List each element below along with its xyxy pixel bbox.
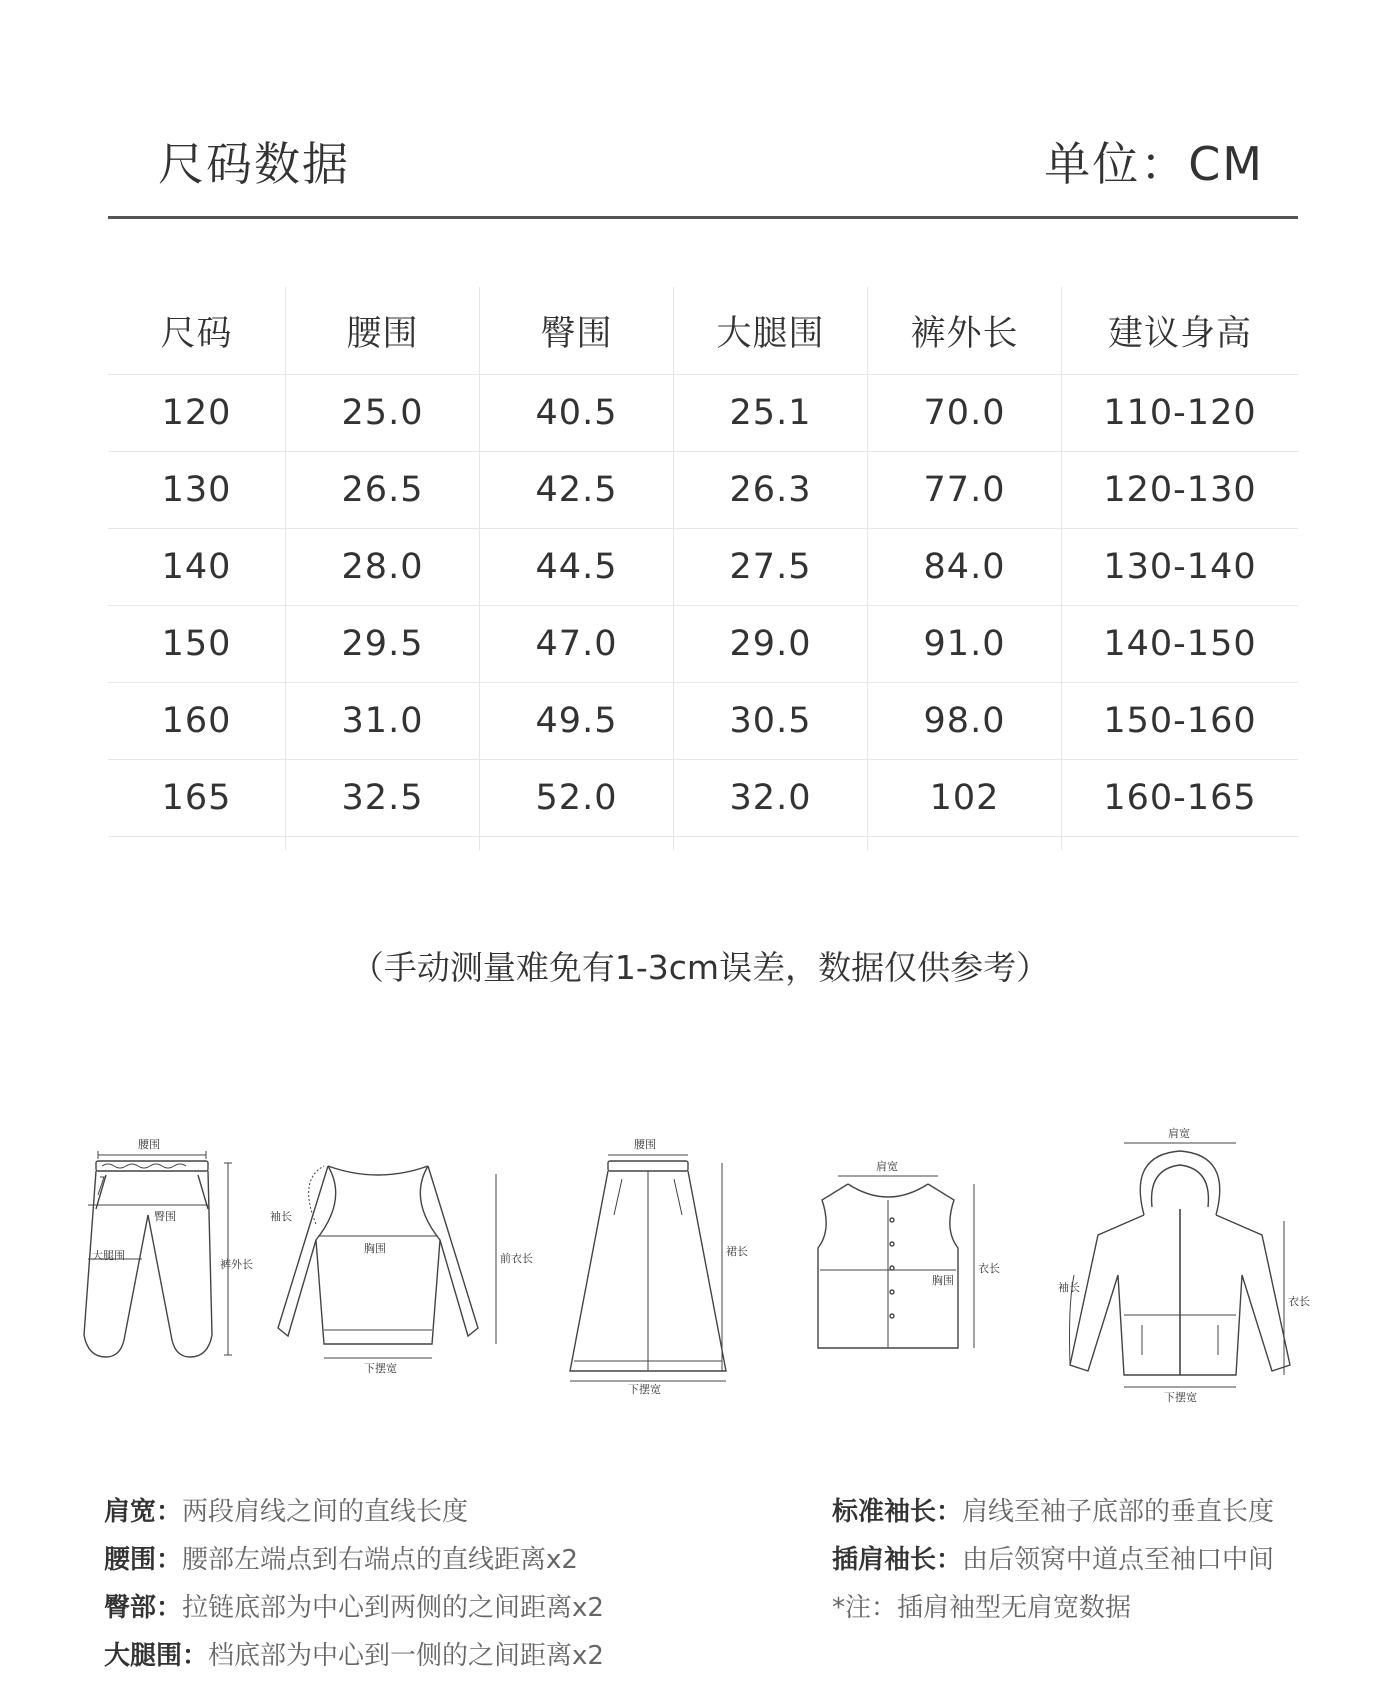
table-cell: 44.5 [479,529,673,605]
table-cell: 25.0 [285,375,479,451]
legend-item [832,1536,1274,1584]
table-cell: 26.3 [673,452,867,528]
table-cell: 160-165 [1061,760,1298,836]
table-cell: 120 [161,393,232,433]
jacket-sleeve-label: 袖长 [1058,1281,1080,1294]
legend-value: 两段肩线之间的直线长度 [182,1497,469,1527]
legend-item [104,1584,604,1632]
header-cell: 腰围 [285,287,479,374]
legend-value: 档底部为中心到一侧的之间距离x2 [208,1641,604,1671]
legend-footnote: *注：插肩袖型无肩宽数据 [832,1593,1132,1623]
table-row [108,760,1298,837]
legend-right [832,1488,1274,1632]
table-row [108,606,1298,683]
table-divider [867,836,868,850]
vest-diagram [808,1160,1008,1360]
vest-shoulder-label: 肩宽 [876,1160,898,1173]
table-cell: 28.0 [285,529,479,605]
table-cell: 30.5 [673,683,867,759]
legend-value: 由后领窝中道点至袖口中间 [962,1545,1275,1575]
table-cell: 160 [161,701,232,741]
table-cell: 150 [161,624,232,664]
jacket-diagram [1048,1125,1310,1415]
table-cell: 52.0 [479,760,673,836]
pants-length-label: 裤外长 [220,1258,253,1271]
legend-item [832,1584,1274,1632]
table-cell: 140-150 [1061,606,1298,682]
header-cell: 裤外长 [867,287,1061,374]
table-cell: 110-120 [1061,375,1298,451]
legend-key: 腰围： [104,1545,183,1575]
table-divider [1061,836,1062,850]
skirt-waist-label: 腰围 [634,1138,656,1151]
table-cell: 70.0 [867,375,1061,451]
table-divider [673,836,674,850]
legend-key: 大腿围： [104,1641,209,1671]
table-row [108,683,1298,760]
table-cell: 130-140 [1061,529,1298,605]
title-divider [108,216,1298,219]
sweater-front-length-label: 前衣长 [500,1252,533,1265]
sweater-hem-label: 下摆宽 [364,1362,397,1375]
table-header-row [108,287,1298,375]
sweater-chest-label: 胸围 [364,1242,386,1255]
table-cell: 102 [867,760,1061,836]
pants-waist-label: 腰围 [138,1138,160,1151]
header-cell: 尺码 [160,313,233,354]
legend-value: 腰部左端点到右端点的直线距离x2 [182,1545,578,1575]
legend-item [104,1488,604,1536]
pants-hip-label: 臀围 [154,1210,176,1223]
legend-key: 标准袖长： [832,1497,963,1527]
size-table [108,287,1298,837]
table-cell: 40.5 [479,375,673,451]
vest-length-label: 衣长 [978,1262,1000,1275]
table-cell: 32.0 [673,760,867,836]
legend-key: 肩宽： [104,1497,183,1527]
legend-key: 插肩袖长： [832,1545,963,1575]
table-cell: 27.5 [673,529,867,605]
table-row [108,452,1298,529]
table-cell: 42.5 [479,452,673,528]
legend-item [104,1632,604,1680]
page-title: 尺码数据 [158,137,350,191]
jacket-shoulder-label: 肩宽 [1168,1127,1190,1140]
table-cell: 98.0 [867,683,1061,759]
header-cell: 臀围 [479,287,673,374]
table-cell: 32.5 [285,760,479,836]
table-cell: 29.5 [285,606,479,682]
vest-chest-label: 胸围 [932,1274,954,1287]
legend-left [104,1488,604,1680]
jacket-hem-label: 下摆宽 [1164,1391,1197,1404]
skirt-diagram [560,1135,760,1395]
header-cell: 建议身高 [1061,287,1298,374]
unit-label: 单位：CM [1044,137,1264,191]
sweater-diagram [268,1160,533,1380]
table-cell: 120-130 [1061,452,1298,528]
sweater-sleeve-label: 袖长 [270,1210,292,1223]
legend-value: 拉链底部为中心到两侧的之间距离x2 [182,1593,604,1623]
measurement-note: （手动测量难免有1-3cm误差，数据仅供参考） [350,948,1050,987]
table-cell: 49.5 [479,683,673,759]
legend-item [104,1536,604,1584]
table-divider [479,836,480,850]
table-cell: 165 [161,778,232,818]
table-row [108,529,1298,606]
table-row [108,375,1298,452]
table-cell: 150-160 [1061,683,1298,759]
pants-thigh-label: 大腿围 [92,1249,125,1262]
table-cell: 31.0 [285,683,479,759]
table-cell: 77.0 [867,452,1061,528]
table-cell: 25.1 [673,375,867,451]
table-cell: 140 [161,547,232,587]
pants-diagram [78,1135,268,1405]
table-cell: 26.5 [285,452,479,528]
jacket-length-label: 衣长 [1288,1295,1310,1308]
skirt-hem-label: 下摆宽 [628,1383,661,1396]
legend-value: 肩线至袖子底部的垂直长度 [962,1497,1275,1527]
table-cell: 84.0 [867,529,1061,605]
legend-item [832,1488,1274,1536]
table-divider [285,836,286,850]
skirt-length-label: 裙长 [726,1245,748,1258]
table-cell: 29.0 [673,606,867,682]
legend-key: 臀部： [104,1593,183,1623]
table-cell: 130 [161,470,232,510]
header-cell: 大腿围 [673,287,867,374]
table-cell: 47.0 [479,606,673,682]
table-cell: 91.0 [867,606,1061,682]
